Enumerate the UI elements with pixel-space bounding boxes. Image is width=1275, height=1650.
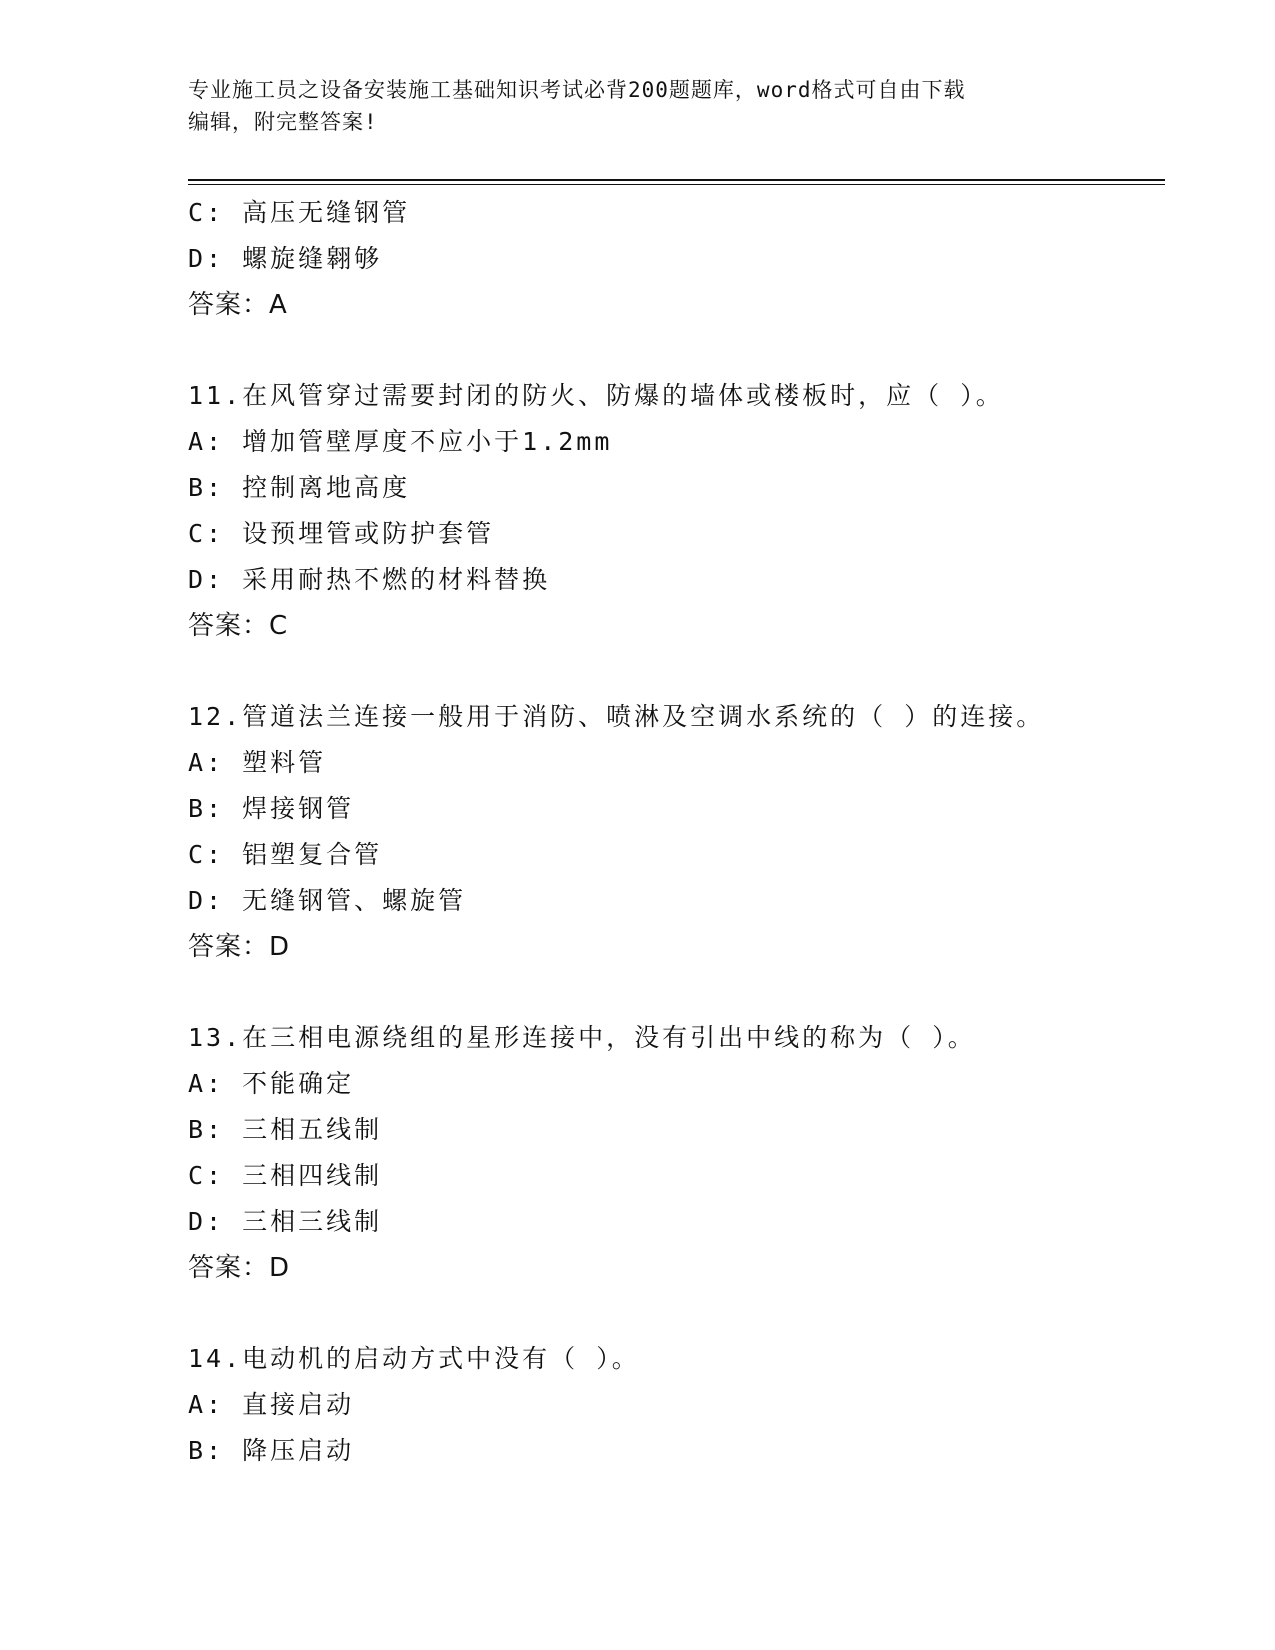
spacer [188,649,1168,694]
option-c: C: 设预埋管或防护套管 [188,519,495,548]
option-d: D: 螺旋缝翱够 [188,244,383,273]
option-a: A: 不能确定 [188,1069,355,1098]
option-c: C: 高压无缝钢管 [188,198,411,227]
question-list [188,190,1168,1474]
option-a: A: 直接启动 [188,1390,355,1419]
question-text: 13.在三相电源绕组的星形连接中，没有引出中线的称为（ ）。 [188,1023,976,1052]
question-block-10 [188,190,1168,328]
header-title-line-1: 专业施工员之设备安装施工基础知识考试必背200题题库，word格式可自由下载 [188,78,966,102]
option-b: B: 降压启动 [188,1436,355,1465]
option-d: D: 无缝钢管、螺旋管 [188,886,467,915]
header-divider-thick [188,179,1165,181]
question-text: 14.电动机的启动方式中没有（ ）。 [188,1344,640,1373]
answer-line: 答案：D [188,1253,291,1283]
question-block-12 [188,694,1168,970]
option-c: C: 三相四线制 [188,1161,383,1190]
document-header [188,74,1088,138]
answer-line: 答案：D [188,932,291,962]
option-d: D: 采用耐热不燃的材料替换 [188,565,551,594]
option-b: B: 焊接钢管 [188,794,355,823]
option-a: A: 增加管壁厚度不应小于1.2mm [188,427,613,456]
answer-line: 答案：A [188,290,288,320]
option-b: B: 控制离地高度 [188,473,411,502]
option-c: C: 铝塑复合管 [188,840,383,869]
question-text: 11.在风管穿过需要封闭的防火、防爆的墙体或楼板时，应（ ）。 [188,381,1004,410]
option-a: A: 塑料管 [188,748,327,777]
spacer [188,1291,1168,1336]
question-block-11 [188,373,1168,649]
spacer [188,328,1168,373]
header-divider-thin [188,184,1165,185]
spacer [188,970,1168,1015]
question-text: 12.管道法兰连接一般用于消防、喷淋及空调水系统的（ ）的连接。 [188,702,1045,731]
option-b: B: 三相五线制 [188,1115,383,1144]
answer-line: 答案：C [188,611,289,641]
option-d: D: 三相三线制 [188,1207,383,1236]
question-block-13 [188,1015,1168,1291]
question-block-14 [188,1336,1168,1474]
header-title-line-2: 编辑，附完整答案! [188,110,378,134]
